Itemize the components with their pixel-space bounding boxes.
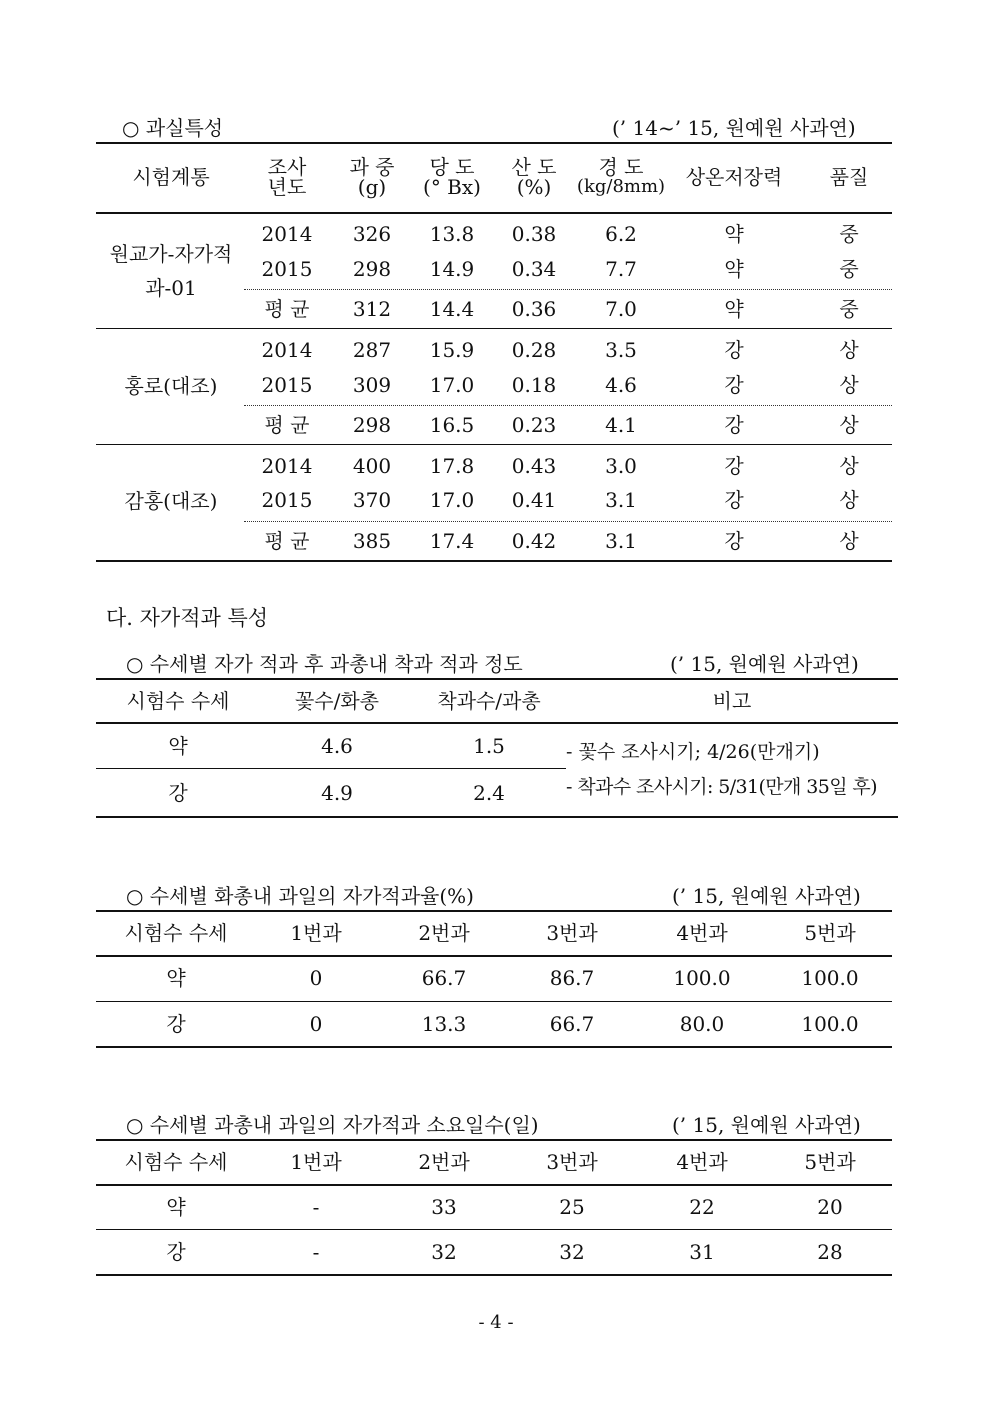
table1-cell-firm: 3.5	[605, 338, 637, 362]
table1-cell-sugar: 16.5	[429, 413, 475, 437]
table1-cell-sugar: 14.9	[429, 257, 475, 281]
table1-cell-sugar: 15.9	[429, 338, 475, 362]
table4-header-fruit-4: 4번과	[676, 1150, 728, 1174]
table1-header-year-2: 년도	[267, 175, 307, 199]
table1-header-weight-2: (g)	[357, 175, 387, 199]
table1-title: ○ 과실특성	[122, 116, 224, 140]
table1-cell-storage: 강	[724, 338, 744, 362]
table1-avg-divider	[244, 521, 892, 522]
table1-source: (’ 14~’ 15, 원예원 사과연)	[612, 116, 856, 140]
table3-cell: 100.0	[801, 1012, 859, 1036]
table1-cell-year: 2015	[261, 257, 313, 281]
table3-header-fruit-1: 1번과	[290, 921, 342, 945]
table1-header-firm-1: 경 도	[598, 155, 644, 179]
table1-cell-weight: 312	[352, 297, 392, 321]
table1-cell-firm: 7.0	[605, 297, 637, 321]
table4-cell: 20	[817, 1195, 843, 1219]
table4-header-fruit-3: 3번과	[546, 1150, 598, 1174]
table1-cell-storage: 약	[724, 257, 744, 281]
table1-cell-acid: 0.28	[511, 338, 557, 362]
table2-cell-vigor: 약	[168, 734, 188, 758]
table1-cell-acid: 0.42	[511, 529, 557, 553]
table2-cell-fruits: 1.5	[473, 734, 505, 758]
table1-cell-storage: 약	[724, 222, 744, 246]
table1-cell-year: 2014	[261, 222, 313, 246]
table1-group-name: 감홍(대조)	[124, 489, 218, 513]
table4-header-fruit-5: 5번과	[804, 1150, 856, 1174]
table1-cell-avg-label: 평 균	[264, 529, 310, 553]
table1-group-name: 원교가-자가적	[109, 242, 233, 266]
table1-cell-sugar: 13.8	[429, 222, 475, 246]
table1-cell-firm: 7.7	[605, 257, 637, 281]
table1-cell-year: 2015	[261, 488, 313, 512]
table2-top-rule	[96, 678, 898, 680]
table4-cell: 약	[166, 1195, 186, 1219]
table2-note: - 착과수 조사시기: 5/31(만개 35일 후)	[566, 776, 877, 798]
table3-cell: 66.7	[549, 1012, 595, 1036]
table3-bottom-rule	[96, 1046, 892, 1048]
table1-cell-weight: 385	[352, 529, 392, 553]
table2-bottom-rule	[96, 816, 898, 818]
table2-cell-vigor: 강	[168, 781, 188, 805]
table4-title: ○ 수세별 과총내 과일의 자가적과 소요일수(일)	[126, 1113, 539, 1137]
table1-cell-year: 2015	[261, 373, 313, 397]
table1-cell-quality: 상	[839, 529, 859, 553]
table4-source: (’ 15, 원예원 사과연)	[672, 1113, 861, 1137]
table3-cell: 100.0	[673, 966, 731, 990]
table3-cell: 100.0	[801, 966, 859, 990]
table1-cell-acid: 0.41	[511, 488, 557, 512]
table2-title: ○ 수세별 자가 적과 후 과총내 착과 적과 정도	[126, 652, 523, 676]
table1-cell-sugar: 14.4	[429, 297, 475, 321]
table3-cell: 80.0	[679, 1012, 725, 1036]
table3-cell: 13.3	[421, 1012, 467, 1036]
table1-cell-quality: 상	[839, 488, 859, 512]
table1-group-name-cont: 과-01	[145, 276, 197, 300]
table2-header-fruits: 착과수/과총	[437, 689, 541, 713]
table2-header-flowers: 꽃수/화총	[294, 689, 380, 713]
table1-header-storage: 상온저장력	[685, 165, 783, 189]
table1-header-rule	[96, 212, 892, 214]
table1-avg-divider	[244, 289, 892, 290]
table4-header-rule	[96, 1184, 892, 1186]
table1-cell-storage: 약	[724, 297, 744, 321]
table1-cell-weight: 400	[352, 454, 392, 478]
table3-top-rule	[96, 910, 892, 912]
table1-cell-firm: 3.1	[605, 529, 637, 553]
table1-cell-acid: 0.34	[511, 257, 557, 281]
section-heading: 다. 자가적과 특성	[106, 606, 269, 630]
table1-header-firm-2: (kg/8mm)	[576, 176, 666, 197]
table3-header-fruit-3: 3번과	[546, 921, 598, 945]
table1-cell-storage: 강	[724, 488, 744, 512]
table2-header-remarks: 비고	[712, 689, 752, 713]
table4-header-fruit-2: 2번과	[418, 1150, 470, 1174]
table1-cell-quality: 상	[839, 338, 859, 362]
table1-group-rule	[96, 444, 892, 445]
table4-cell: 32	[431, 1240, 457, 1264]
table2-row-rule	[96, 768, 566, 769]
table1-cell-avg-label: 평 균	[264, 297, 310, 321]
table1-cell-storage: 강	[724, 529, 744, 553]
table1-group-name: 홍로(대조)	[124, 374, 218, 398]
table1-avg-divider	[244, 405, 892, 406]
table1-cell-firm: 4.1	[605, 413, 637, 437]
table1-cell-acid: 0.23	[511, 413, 557, 437]
table1-header-acid-1: 산 도	[511, 155, 557, 179]
table1-cell-year: 2014	[261, 338, 313, 362]
table1-cell-storage: 강	[724, 454, 744, 478]
table3-cell: 약	[166, 966, 186, 990]
table3-title: ○ 수세별 화총내 과일의 자가적과율(%)	[126, 884, 474, 908]
table1-header-year-1: 조사	[267, 155, 307, 179]
table2-source: (’ 15, 원예원 사과연)	[670, 652, 859, 676]
table1-cell-weight: 370	[352, 488, 392, 512]
table2-header-rule	[96, 722, 898, 724]
table1-header-weight-1: 과 중	[349, 155, 395, 179]
table1-cell-storage: 강	[724, 373, 744, 397]
table4-cell: 강	[166, 1240, 186, 1264]
table1-cell-quality: 중	[839, 222, 859, 246]
table1-cell-weight: 298	[352, 257, 392, 281]
table3-cell: 0	[309, 966, 323, 990]
table1-cell-weight: 326	[352, 222, 392, 246]
table4-cell: -	[312, 1240, 320, 1264]
table1-cell-sugar: 17.0	[429, 373, 475, 397]
table3-source: (’ 15, 원예원 사과연)	[672, 884, 861, 908]
table4-cell: 22	[689, 1195, 715, 1219]
table3-row-rule	[96, 1001, 892, 1002]
table1-header-quality: 품질	[829, 165, 869, 189]
table4-cell: 33	[431, 1195, 457, 1219]
table2-note: - 꽃수 조사시기; 4/26(만개기)	[566, 741, 820, 763]
table1-cell-sugar: 17.8	[429, 454, 475, 478]
table4-cell: 28	[817, 1240, 843, 1264]
table3-header-fruit-4: 4번과	[676, 921, 728, 945]
table3-header-fruit-5: 5번과	[804, 921, 856, 945]
table4-cell: -	[312, 1195, 320, 1219]
table1-cell-weight: 298	[352, 413, 392, 437]
table1-cell-quality: 중	[839, 297, 859, 321]
table4-row-rule	[96, 1229, 892, 1230]
table3-header-rule	[96, 955, 892, 957]
table1-cell-quality: 중	[839, 257, 859, 281]
table1-cell-avg-label: 평 균	[264, 413, 310, 437]
table4-cell: 32	[559, 1240, 585, 1264]
table3-header-fruit-2: 2번과	[418, 921, 470, 945]
table1-cell-firm: 3.1	[605, 488, 637, 512]
table1-cell-acid: 0.36	[511, 297, 557, 321]
table3-cell: 강	[166, 1012, 186, 1036]
table2-cell-flowers: 4.6	[321, 734, 353, 758]
table1-group-rule	[96, 328, 892, 329]
table4-top-rule	[96, 1139, 892, 1141]
table4-cell: 31	[689, 1240, 715, 1264]
table1-cell-quality: 상	[839, 454, 859, 478]
table1-header-acid-2: (%)	[516, 175, 552, 199]
page-number: - 4 -	[478, 1312, 514, 1333]
table1-cell-firm: 3.0	[605, 454, 637, 478]
table1-header-sugar-1: 당 도	[429, 155, 475, 179]
table3-cell: 0	[309, 1012, 323, 1036]
table1-cell-storage: 강	[724, 413, 744, 437]
table1-cell-sugar: 17.4	[429, 529, 475, 553]
table1-cell-acid: 0.38	[511, 222, 557, 246]
table2-cell-fruits: 2.4	[473, 781, 505, 805]
table3-header-vigor: 시험수 수세	[124, 921, 228, 945]
table1-top-rule	[96, 142, 892, 144]
table1-cell-quality: 상	[839, 373, 859, 397]
table1-header-strain: 시험계통	[132, 165, 210, 189]
table1-cell-firm: 4.6	[605, 373, 637, 397]
table1-cell-weight: 287	[352, 338, 392, 362]
table3-cell: 66.7	[421, 966, 467, 990]
table2-header-vigor: 시험수 수세	[126, 689, 230, 713]
table1-cell-sugar: 17.0	[429, 488, 475, 512]
table4-header-vigor: 시험수 수세	[124, 1150, 228, 1174]
table1-cell-quality: 상	[839, 413, 859, 437]
table1-cell-weight: 309	[352, 373, 392, 397]
table2-cell-flowers: 4.9	[321, 781, 353, 805]
table4-header-fruit-1: 1번과	[290, 1150, 342, 1174]
table3-cell: 86.7	[549, 966, 595, 990]
table4-cell: 25	[559, 1195, 585, 1219]
table1-bottom-rule	[96, 560, 892, 562]
table1-cell-firm: 6.2	[605, 222, 637, 246]
table4-bottom-rule	[96, 1274, 892, 1276]
table1-cell-acid: 0.18	[511, 373, 557, 397]
table1-cell-year: 2014	[261, 454, 313, 478]
table1-cell-acid: 0.43	[511, 454, 557, 478]
table1-header-sugar-2: (° Bx)	[423, 175, 481, 199]
